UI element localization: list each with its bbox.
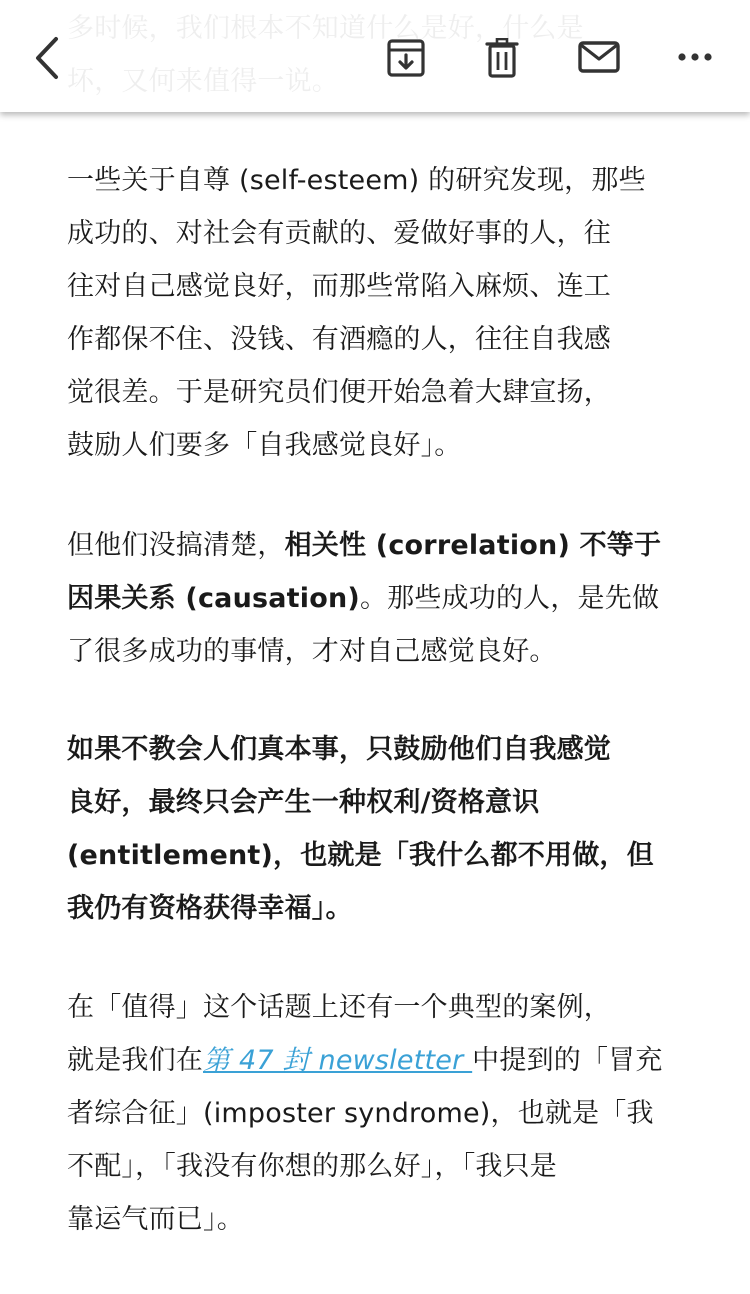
trash-icon	[485, 38, 519, 78]
text-line: (entitlement)，也就是「我什么都不用做，但	[67, 840, 654, 871]
text-line: 者综合征」(imposter syndrome)，也就是「我	[67, 1098, 654, 1129]
back-button[interactable]	[22, 30, 72, 86]
text-line: 往对自己感觉良好，而那些常陷入麻烦、连工	[67, 271, 611, 302]
bold-text: 因果关系 (causation)	[67, 583, 360, 614]
text-line: 良好，最终只会产生一种权利/资格意识	[67, 787, 540, 818]
text-line: 我仍有资格获得幸福」。	[67, 893, 353, 924]
text-segment: 但他们没搞清楚，	[67, 530, 285, 561]
top-toolbar	[0, 0, 750, 112]
text-line: 鼓励人们要多「自我感觉良好」。	[67, 430, 462, 461]
newsletter-47-link[interactable]: 第 47 封 newsletter	[203, 1045, 473, 1076]
paragraph-entitlement	[67, 723, 697, 935]
delete-button[interactable]	[478, 32, 526, 84]
text-line: 不配」，「我没有你想的那么好」，「我只是	[67, 1151, 557, 1182]
mail-icon	[578, 41, 620, 73]
paragraph-self-esteem	[67, 154, 697, 472]
text-segment: 就是我们在	[67, 1045, 203, 1076]
text-line	[67, 572, 697, 625]
text-line: 了很多成功的事情，才对自己感觉良好。	[67, 636, 557, 667]
mail-button[interactable]	[572, 34, 626, 80]
text-line	[67, 1034, 697, 1087]
text-segment: 。那些成功的人，是先做	[359, 583, 660, 614]
more-button[interactable]	[668, 34, 722, 80]
archive-icon	[386, 38, 426, 78]
text-line: 成功的、对社会有贡献的、爱做好事的人，往	[67, 218, 611, 249]
text-line: 如果不教会人们真本事，只鼓励他们自我感觉	[67, 734, 611, 765]
more-horizontal-icon	[677, 52, 713, 62]
text-line: 觉很差。于是研究员们便开始急着大肆宣扬，	[67, 377, 611, 408]
text-line: 在「值得」这个话题上还有一个典型的案例，	[67, 992, 611, 1023]
text-line	[67, 519, 697, 572]
text-line: 靠运气而已」。	[67, 1204, 244, 1235]
text-line: 作都保不住、没钱、有酒瘾的人，往往自我感	[67, 324, 611, 355]
text-line: 一些关于自尊 (self-esteem) 的研究发现，那些	[67, 165, 646, 196]
text-segment: 中提到的「冒充	[472, 1045, 663, 1076]
paragraph-correlation	[67, 519, 697, 678]
archive-button[interactable]	[380, 32, 432, 84]
paragraph-imposter	[67, 981, 697, 1246]
chevron-left-icon	[32, 35, 62, 81]
bold-text: 相关性 (correlation) 不等于	[284, 530, 662, 561]
